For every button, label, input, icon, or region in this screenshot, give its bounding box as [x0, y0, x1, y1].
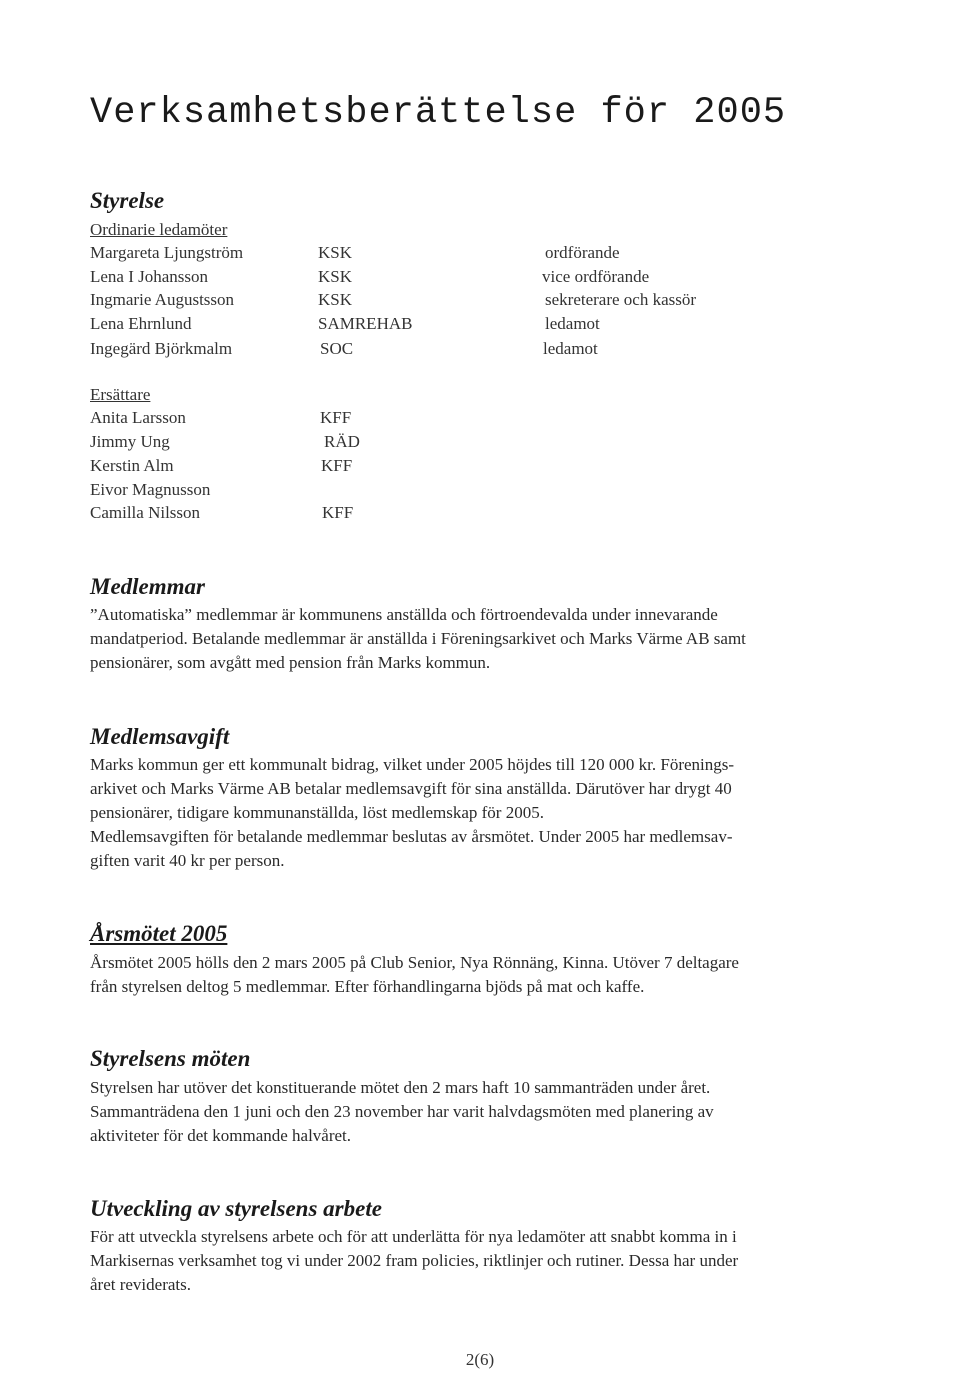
- text-line: Markisernas verksamhet tog vi under 2002 fram policies, riktlinjer och rutiner. Dessa har under: [90, 1251, 739, 1270]
- board-member-row: [0, 314, 960, 338]
- text-line: Styrelsen har utöver det konstituerande mötet den 2 mars haft 10 sammanträden under året.: [90, 1078, 711, 1097]
- deputy-org: KFF: [321, 456, 353, 475]
- text-line: Medlemsavgiften för betalande medlemmar beslutas av årsmötet. Under 2005 har medlemsav-: [90, 827, 733, 846]
- text-line: Sammanträdena den 1 juni och den 23 november har varit halvdagsmöten med planering av: [90, 1102, 714, 1121]
- member-role: sekreterare och kassör: [545, 290, 697, 309]
- board-member-row: [0, 243, 960, 267]
- heading-arsmotet: Årsmötet 2005: [90, 921, 228, 946]
- paragraph-arsmotet: [90, 951, 880, 999]
- text-line: mandatperiod. Betalande medlemmar är anställda i Föreningsarkivet och Marks Värme AB samt: [90, 629, 746, 648]
- deputy-name: Kerstin Alm: [90, 456, 174, 475]
- page-number: 2(6): [465, 1350, 495, 1369]
- member-name: Ingmarie Augustsson: [90, 290, 235, 309]
- deputy-name: Jimmy Ung: [90, 432, 170, 451]
- heading-utveckling: Utveckling av styrelsens arbete: [90, 1196, 382, 1221]
- member-org: KSK: [318, 243, 353, 262]
- heading-styrelsens-moten: Styrelsens möten: [90, 1046, 251, 1071]
- board-member-row: [0, 339, 960, 363]
- member-name: Lena Ehrnlund: [90, 314, 192, 333]
- member-org: KSK: [318, 290, 353, 309]
- deputy-row: [0, 480, 960, 504]
- heading-medlemmar: Medlemmar: [90, 574, 205, 599]
- member-name: Margareta Ljungström: [90, 243, 244, 262]
- text-line: från styrelsen deltog 5 medlemmar. Efter förhandlingarna bjöds på mat och kaffe.: [90, 977, 645, 996]
- text-line: Årsmötet 2005 hölls den 2 mars 2005 på Club Senior, Nya Rönnäng, Kinna. Utöver 7 deltagare: [90, 953, 739, 972]
- paragraph-medlemmar: [90, 603, 880, 675]
- heading-medlemsavgift: Medlemsavgift: [90, 724, 230, 749]
- text-line: ”Automatiska” medlemmar är kommunens anställda och förtroendevalda under innevarande: [90, 605, 718, 624]
- text-line: pensionärer, som avgått med pension från Marks kommun.: [90, 653, 491, 672]
- member-role: ordförande: [545, 243, 620, 262]
- board-member-row: [0, 267, 960, 291]
- member-org: SAMREHAB: [318, 314, 413, 333]
- text-line: giften varit 40 kr per person.: [90, 851, 285, 870]
- paragraph-utveckling: [90, 1225, 880, 1297]
- text-line: pensionärer, tidigare kommunanställda, löst medlemskap för 2005.: [90, 803, 544, 822]
- heading-styrelse: Styrelse: [90, 188, 165, 213]
- label-ordinarie: Ordinarie ledamöter: [90, 220, 228, 239]
- deputy-row: [0, 432, 960, 456]
- deputy-row: [0, 503, 960, 527]
- text-line: arkivet och Marks Värme AB betalar medlemsavgift för sina anställda. Därutöver har drygt 40: [90, 779, 732, 798]
- deputy-name: Eivor Magnusson: [90, 480, 211, 499]
- text-line: året reviderats.: [90, 1275, 191, 1294]
- label-ersattare: Ersättare: [90, 385, 151, 404]
- paragraph-medlemsavgift: [90, 753, 880, 873]
- member-role: vice ordförande: [542, 267, 650, 286]
- page-title: Verksamhetsberättelse för 2005: [90, 92, 787, 134]
- member-name: Lena I Johansson: [90, 267, 209, 286]
- deputy-org: KFF: [320, 408, 352, 427]
- deputy-org: KFF: [322, 503, 354, 522]
- member-role: ledamot: [545, 314, 600, 333]
- text-line: aktiviteter för det kommande halvåret.: [90, 1126, 352, 1145]
- paragraph-styrelsens-moten: [90, 1076, 880, 1148]
- deputy-org: RÄD: [324, 432, 360, 451]
- deputy-row: [0, 456, 960, 480]
- member-name: Ingegärd Björkmalm: [90, 339, 233, 358]
- member-org: KSK: [318, 267, 353, 286]
- text-line: För att utveckla styrelsens arbete och för att underlätta för nya ledamöter att snabbt komma in i: [90, 1227, 737, 1246]
- board-member-row: [0, 290, 960, 314]
- deputy-name: Anita Larsson: [90, 408, 186, 427]
- text-line: Marks kommun ger ett kommunalt bidrag, vilket under 2005 höjdes till 120 000 kr. Förenings-: [90, 755, 735, 774]
- deputy-name: Camilla Nilsson: [90, 503, 201, 522]
- deputy-row: [0, 408, 960, 432]
- member-role: ledamot: [543, 339, 598, 358]
- member-org: SOC: [320, 339, 354, 358]
